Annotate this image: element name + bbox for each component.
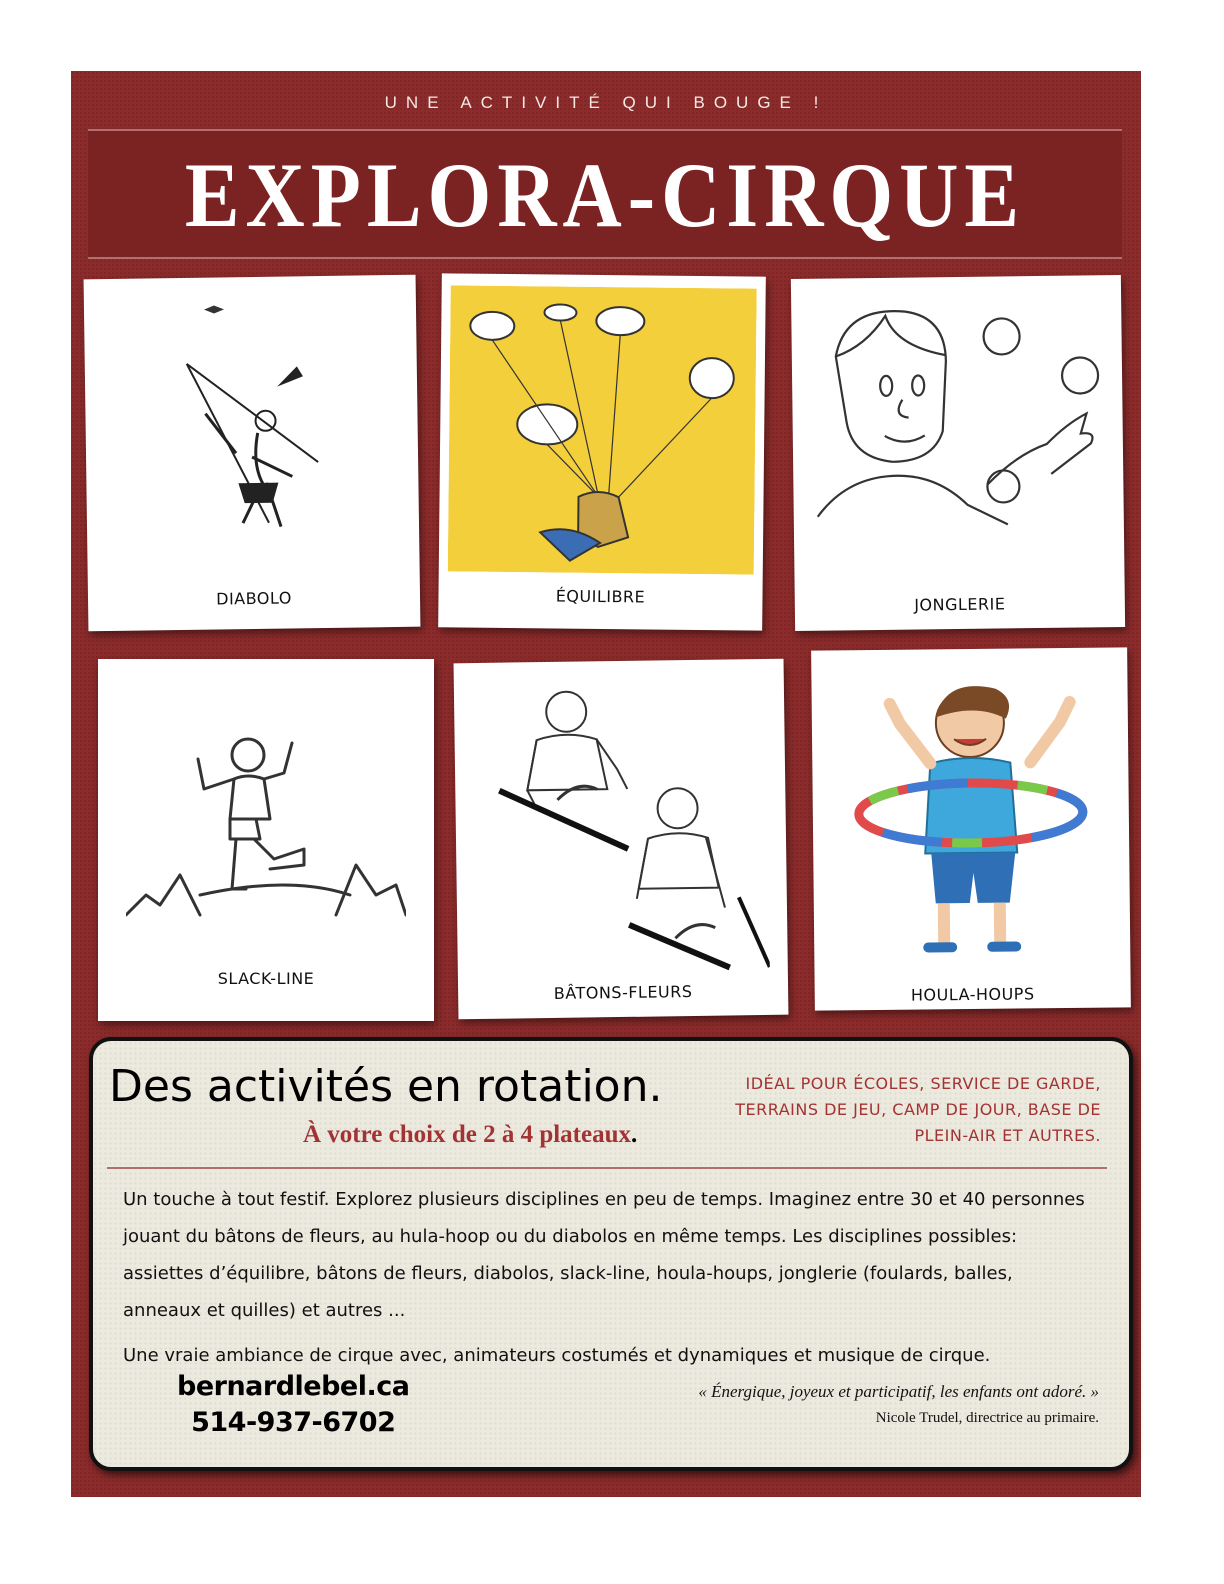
kicker: UNE ACTIVITÉ QUI BOUGE ! [384,93,828,112]
audience-text: IDÉAL POUR ÉCOLES, SERVICE DE GARDE, TERRAINS DE JEU, CAMP DE JOUR, BASE DE PLEIN-AIR ET AUTRES. [735,1074,1101,1145]
title-band [88,129,1122,259]
flower-sticks-illustration-icon [466,687,770,977]
contact-block [177,1369,409,1441]
description-paragraph: Un touche à tout festif. Explorez plusieurs disciplines en peu de temps. Imaginez entre 30 et 40 personnes jouant du bâtons de fleurs, au hula-hoop ou du diabolos en même temps. Les disciplines possibles: assiettes d’équilibre, bâtons de fleurs, diabolos, slack-line, houla-houps, jonglerie (foulards, balles, anneaux et quilles) et autres ... [123,1189,1085,1321]
testimonial [698,1379,1099,1431]
diabolo-illustration-icon [116,301,392,559]
activity-label: BÂTONS-FLEURS [553,982,693,1003]
activity-label: HOULA-HOUPS [910,984,1035,1005]
activity-label: JONGLERIE [914,594,1006,615]
page-title: EXPLORA-CIRQUE [184,144,1026,247]
activity-card-slackline [98,659,434,1021]
description-paragraph: Une vraie ambiance de cirque avec, animateurs costumés et dynamiques et musique de cirque. [123,1345,991,1366]
hula-hoop-illustration-icon [829,672,1112,965]
poster [71,71,1141,1497]
info-panel [89,1037,1133,1471]
website-link[interactable]: bernardlebel.ca [177,1371,410,1402]
activity-card-diabolo [84,275,421,632]
testimonial-quote: « Énergique, joyeux et participatif, les enfants ont adoré. » [698,1382,1099,1401]
testimonial-author: Nicole Trudel, directrice au primaire. [875,1410,1099,1426]
panel-subheading [303,1121,637,1149]
subheading-period: . [631,1121,638,1148]
activity-card-equilibre [438,273,766,630]
activity-card-houla-houps [811,647,1131,1010]
activity-card-batons-fleurs [454,659,789,1020]
phone-number[interactable]: 514-937-6702 [191,1407,396,1438]
divider [107,1167,1107,1169]
plate-spinning-illustration-icon [448,285,757,574]
plateaux-text: À votre choix de 2 à 4 plateaux [303,1121,631,1148]
activity-label: SLACK-LINE [217,969,315,988]
description [123,1181,1093,1382]
panel-heading: Des activités en rotation. [109,1061,663,1112]
slackline-illustration-icon [126,735,406,935]
activity-label: DIABOLO [216,588,293,609]
activity-label: ÉQUILIBRE [555,586,646,607]
activity-card-jonglerie [791,275,1125,631]
juggling-illustration-icon [805,293,1108,567]
